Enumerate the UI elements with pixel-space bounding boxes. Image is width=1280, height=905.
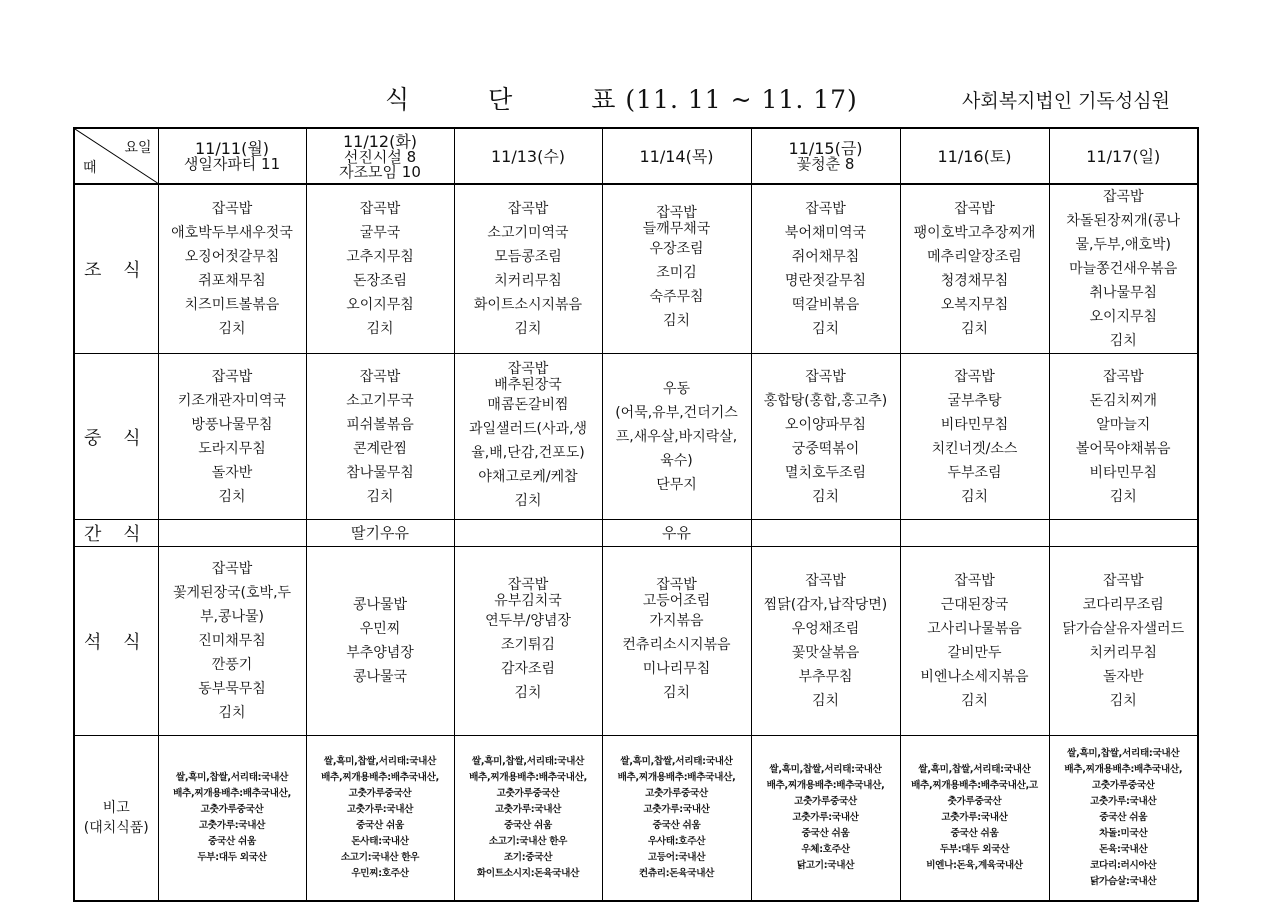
origin-item: 고춧가루:국내산 [346, 803, 414, 815]
lunch-row [74, 354, 1198, 520]
day-date: 11/11(월) [194, 139, 270, 158]
lunch-cell [751, 354, 900, 520]
origin-item: 고춧가루:국내산 [643, 803, 710, 815]
menu-item: 키조개관자미역국 [177, 392, 287, 409]
menu-item: 매콤돈갈비찜 [487, 396, 569, 413]
menu-item: (어묵,유부,건더기스 [615, 404, 738, 421]
menu-item: 잡곡밥 [805, 201, 846, 217]
menu-item: 들깨무채국 [642, 221, 711, 237]
day-header [306, 128, 454, 184]
menu-item: 잡곡밥 [805, 573, 846, 589]
menu-item: 잡곡밥 [656, 577, 697, 593]
day-date: 11/14(목) [639, 146, 714, 166]
origin-item: 닭고기:국내산 [796, 859, 855, 871]
menu-item: 콩나물국 [352, 669, 408, 685]
dinner-row [74, 547, 1198, 736]
origin-item: 춧가루중국산 [947, 795, 1002, 807]
snack-cell [306, 520, 454, 547]
dinner-cell [454, 547, 602, 736]
menu-item: 굴무국 [359, 225, 401, 241]
origin-item: 중국산 쉬움 [950, 827, 999, 839]
menu-item: 잡곡밥 [954, 573, 995, 589]
origin-item: 조기:중국산 [503, 851, 553, 863]
lunch-cell [454, 354, 602, 520]
menu-item: 잡곡밥 [507, 360, 549, 377]
origin-item: 두부:대두 외국산 [939, 843, 1010, 855]
snack-cell [454, 520, 602, 547]
menu-item: 청경채무침 [940, 273, 1009, 289]
origin-item: 배추,찌개용배추:배추국내산, [469, 771, 587, 783]
remarks-cell [306, 736, 454, 901]
menu-item: 잡곡밥 [954, 368, 995, 385]
menu-item: 잡곡밥 [211, 201, 253, 217]
menu-item: 명란젓갈무침 [784, 273, 867, 289]
menu-item: 김치 [811, 488, 840, 505]
origin-item: 코다리:러시아산 [1090, 859, 1157, 871]
menu-item: 닭가슴살유자샐러드 [1062, 621, 1185, 637]
menu-item: 굴부추탕 [947, 392, 1002, 409]
menu-item: 김치 [218, 321, 246, 337]
remarks-cell [900, 736, 1049, 901]
breakfast-cell [454, 184, 602, 354]
day-date: 11/17(일) [1086, 146, 1161, 166]
origin-item: 고춧가루중국산 [794, 795, 857, 807]
origin-item: 고춧가루:국내산 [1090, 795, 1157, 807]
menu-item: 부,콩나물) [199, 609, 264, 625]
menu-item: 단무지 [656, 476, 697, 493]
menu-item: 잡곡밥 [1102, 368, 1144, 385]
menu-item: 육수) [660, 452, 693, 469]
menu-item: 김치 [662, 685, 691, 701]
dinner-cell [900, 547, 1049, 736]
origin-item: 쌀,흑미,찹쌀,서리태:국내산 [323, 755, 437, 767]
menu-item: 피쉬볼볶음 [346, 416, 414, 433]
menu-item: 근대된장국 [940, 597, 1009, 613]
day-note: 생일자파티 11 [183, 155, 281, 173]
origin-item: 고춧가루중국산 [200, 803, 264, 815]
origin-item: 우민찌:호주산 [351, 867, 409, 879]
menu-item: 돈장조림 [352, 273, 408, 289]
snack-row [74, 520, 1198, 547]
menu-item: 잡곡밥 [1102, 573, 1144, 589]
day-date: 11/12(화) [342, 131, 418, 151]
breakfast-cell [158, 184, 306, 354]
breakfast-cell [306, 184, 454, 354]
menu-item: 비타민무침 [940, 416, 1009, 433]
day-header [751, 128, 900, 184]
menu-item: 김치 [811, 693, 840, 709]
remarks-cell [454, 736, 602, 901]
menu-item: 과일샐러드(사과,생 [468, 420, 588, 437]
snack-cell [602, 520, 751, 547]
menu-item: 애호박두부새우젓국 [171, 225, 293, 241]
menu-item: 진미채무침 [198, 633, 266, 649]
menu-item: 잡곡밥 [211, 368, 253, 385]
menu-item: 소고기미역국 [487, 225, 569, 241]
origin-item: 고춧가루중국산 [348, 787, 412, 799]
menu-item: 김치 [366, 321, 394, 337]
origin-item: 소고기:국내산 한우 [340, 851, 420, 863]
menu-item: 돌자반 [1102, 669, 1144, 685]
menu-item: 우민찌 [359, 621, 401, 637]
day-note: 꽃청춘 8 [796, 155, 855, 173]
dinner-cell [158, 547, 306, 736]
origin-item: 닭가슴살:국내산 [1090, 875, 1157, 887]
origin-item: 쌀,흑미,찹쌀,서리태:국내산 [769, 763, 882, 775]
lunch-cell [158, 354, 306, 520]
row-label-lunch: 중 식 [74, 354, 158, 520]
remarks-row [74, 736, 1198, 901]
breakfast-cell [900, 184, 1049, 354]
menu-item: 김치 [960, 693, 989, 709]
menu-item: 가지볶음 [649, 613, 704, 629]
menu-item: 김치 [960, 488, 989, 505]
menu-item: 잡곡밥 [507, 201, 549, 217]
origin-item: 쌀,흑미,찹쌀,서리태:국내산 [918, 763, 1031, 775]
origin-item: 화이트소시지:돈육국내산 [476, 867, 580, 879]
page-title: 식 단 표 (11. 11 ~ 11. 17) [385, 85, 858, 114]
origin-item: 고춧가루중국산 [496, 787, 560, 799]
day-header [158, 128, 306, 184]
menu-item: 잡곡밥 [507, 577, 549, 593]
menu-item: 김치 [662, 313, 691, 329]
menu-item: 쥐포채무침 [198, 273, 266, 289]
remarks-label-line: (대치식품) [83, 819, 149, 836]
menu-item: 배추된장국 [494, 376, 562, 393]
origin-item: 중국산 쉬움 [801, 827, 850, 839]
menu-item: 야채고로케/케찹 [478, 468, 578, 485]
menu-item: 고추지무침 [346, 249, 414, 265]
menu-item: 콘계란찜 [352, 440, 408, 457]
menu-item: 취나물무침 [1089, 285, 1158, 301]
menu-item: 화이트소시지볶음 [473, 297, 583, 313]
menu-item: 김치 [1109, 693, 1137, 709]
remarks-cell [1049, 736, 1198, 901]
origin-item: 쌀,흑미,찹쌀,서리태:국내산 [1067, 747, 1180, 759]
menu-item: 부추양념장 [346, 645, 414, 661]
origin-item: 차돌:미국산 [1099, 827, 1148, 839]
organization-name: 사회복지법인 기독성심원 [962, 90, 1170, 112]
origin-item: 배추,찌개용배추:배추국내산,고 [911, 779, 1038, 791]
menu-item: 멸치호두조림 [784, 464, 867, 481]
menu-item: 돈김치찌개 [1089, 392, 1158, 409]
day-date: 11/13(수) [490, 146, 566, 166]
menu-item: 꽃맛살볶음 [791, 645, 860, 661]
menu-item: 비타민무침 [1089, 464, 1158, 481]
menu-item: 깐풍기 [211, 657, 253, 673]
origin-item: 중국산 쉬움 [356, 819, 404, 831]
menu-item: 미나리무침 [642, 661, 711, 677]
lunch-cell [602, 354, 751, 520]
origin-item: 비엔나:돈육,계육국내산 [926, 859, 1023, 871]
menu-item: 김치 [514, 321, 542, 337]
origin-item: 고춧가루중국산 [645, 787, 708, 799]
origin-item: 쌀,흑미,찹쌀,서리태:국내산 [620, 755, 733, 767]
origin-item: 중국산 쉬움 [1099, 811, 1148, 823]
origin-item: 소고기:국내산 한우 [488, 835, 568, 847]
row-label-breakfast: 조 식 [74, 184, 158, 354]
origin-item: 고춧가루중국산 [1091, 779, 1155, 791]
row-label-dinner: 석 식 [74, 547, 158, 736]
day-header [900, 128, 1049, 184]
day-header [454, 128, 602, 184]
remarks-label-line: 비고 [102, 799, 130, 816]
menu-item: 오이지무침 [346, 297, 414, 313]
menu-item: 김치 [960, 321, 989, 337]
menu-item: 메추리알장조림 [927, 249, 1022, 265]
menu-item: 숙주무침 [649, 289, 704, 305]
origin-item: 돈사태:국내산 [351, 835, 409, 847]
origin-item: 고등어:국내산 [647, 851, 706, 863]
menu-item: 치킨너겟/소스 [931, 440, 1018, 457]
day-date: 11/15(금) [788, 139, 863, 158]
menu-item: 잡곡밥 [1102, 189, 1144, 205]
lunch-cell [900, 354, 1049, 520]
menu-item: 부추무침 [798, 669, 853, 685]
menu-item: 팽이호박고추장찌개 [913, 225, 1036, 241]
row-label-snack: 간 식 [74, 520, 158, 547]
origin-item: 배추,찌개용배추:배추국내산, [617, 771, 736, 783]
menu-item: 김치 [218, 488, 246, 505]
origin-item: 쌀,흑미,찹쌀,서리태:국내산 [175, 771, 289, 783]
snack-cell [751, 520, 900, 547]
row-label-remarks [74, 736, 158, 901]
menu-item: 차돌된장찌개(콩나 [1066, 213, 1181, 229]
menu-item: 잡곡밥 [656, 205, 697, 221]
origin-item: 우체:호주산 [801, 843, 850, 855]
menu-item: 오이양파무침 [784, 416, 867, 433]
menu-item: 김치 [1109, 488, 1137, 505]
origin-item: 중국산 쉬움 [652, 819, 701, 831]
menu-item: 방풍나물무침 [191, 416, 273, 433]
dinner-cell [306, 547, 454, 736]
breakfast-cell [1049, 184, 1198, 354]
lunch-cell [306, 354, 454, 520]
menu-item: 김치 [514, 685, 542, 701]
origin-item: 컨츄리:돈육국내산 [638, 867, 715, 879]
menu-item: 두부조림 [947, 464, 1002, 481]
menu-item: 마늘쫑건새우볶음 [1069, 261, 1178, 277]
origin-item: 쌀,흑미,찹쌀,서리태:국내산 [471, 755, 585, 767]
header-row [74, 128, 1198, 184]
menu-item: 잡곡밥 [359, 201, 401, 217]
menu-item: 김치 [218, 705, 246, 721]
menu-item: 김치 [811, 321, 840, 337]
menu-item: 참나물무침 [346, 464, 414, 481]
breakfast-row [74, 184, 1198, 354]
origin-item: 고춧가루:국내산 [792, 811, 859, 823]
origin-item: 돈육:국내산 [1099, 843, 1148, 855]
menu-item: 연두부/양념장 [485, 613, 571, 629]
menu-item: 갈비만두 [947, 645, 1002, 661]
menu-item: 프,새우살,바지락살, [615, 428, 738, 445]
lunch-cell [1049, 354, 1198, 520]
menu-item: 물,두부,애호박) [1075, 237, 1171, 253]
remarks-cell [602, 736, 751, 901]
menu-item: 볼어묵야채볶음 [1075, 440, 1171, 457]
menu-item: 떡갈비볶음 [791, 297, 860, 313]
origin-item: 배추,찌개용배추:배추국내산, [173, 787, 291, 799]
snack-cell [158, 520, 306, 547]
origin-item: 두부:대두 외국산 [197, 851, 267, 863]
menu-item: 우장조림 [649, 241, 704, 257]
origin-item: 우사태:호주산 [647, 835, 706, 847]
menu-item: 고등어조림 [642, 593, 711, 609]
menu-item: 잡곡밥 [211, 561, 253, 577]
remarks-cell [158, 736, 306, 901]
origin-item: 중국산 쉬움 [504, 819, 552, 831]
menu-item: 소고기무국 [346, 392, 414, 409]
menu-item: 도라지무침 [198, 440, 266, 457]
origin-item: 배추,찌개용배추:배추국내산, [1064, 763, 1183, 775]
menu-item: 우엉채조림 [791, 621, 860, 637]
menu-item: 찜닭(감자,납작당면) [763, 597, 888, 613]
origin-item: 중국산 쉬움 [208, 835, 256, 847]
snack-cell [900, 520, 1049, 547]
menu-item: 고사리나물볶음 [927, 621, 1022, 637]
menu-item: 김치 [514, 492, 542, 509]
menu-item: 우동 [662, 380, 691, 397]
menu-item: 궁중떡볶이 [791, 440, 860, 457]
menu-item: 코다리무조림 [1082, 597, 1164, 613]
dinner-cell [602, 547, 751, 736]
menu-item: 오이지무침 [1089, 309, 1158, 325]
day-header [602, 128, 751, 184]
menu-item: 유부김치국 [494, 593, 562, 609]
snack-cell [1049, 520, 1198, 547]
dinner-cell [1049, 547, 1198, 736]
menu-item: 꽃게된장국(호박,두 [172, 585, 292, 601]
menu-item: 잡곡밥 [954, 201, 995, 217]
day-note: 자조모임 10 [339, 162, 421, 181]
menu-item: 모듬콩조림 [494, 249, 562, 265]
remarks-cell [751, 736, 900, 901]
breakfast-cell [751, 184, 900, 354]
menu-item: 치커리무침 [494, 273, 562, 289]
menu-item: 감자조림 [500, 661, 556, 677]
menu-item: 돌자반 [211, 464, 253, 481]
corner-cell [74, 128, 158, 184]
day-header [1049, 128, 1198, 184]
snack-item: 우유 [662, 524, 691, 542]
corner-day-label: 요일 [124, 140, 152, 156]
menu-item: 북어채미역국 [784, 225, 867, 241]
origin-item: 고춧가루:국내산 [494, 803, 562, 815]
menu-item: 김치 [366, 488, 394, 505]
menu-item: 조기튀김 [500, 637, 556, 653]
dinner-cell [751, 547, 900, 736]
menu-item: 오징어젓갈무침 [184, 249, 280, 265]
menu-item: 율,배,단감,건포도) [471, 444, 585, 461]
menu-table [73, 127, 1199, 902]
menu-item: 동부묵무침 [198, 681, 266, 697]
menu-item: 홍합탕(홍합,홍고추) [763, 392, 888, 409]
menu-item: 알마늘지 [1096, 416, 1151, 433]
menu-item: 비엔나소세지볶음 [920, 669, 1029, 685]
origin-item: 배추,찌개용배추:배추국내산, [321, 771, 439, 783]
day-date: 11/16(토) [937, 146, 1012, 166]
origin-item: 고춧가루:국내산 [198, 819, 266, 831]
menu-item: 조미김 [656, 265, 697, 281]
menu-item: 콩나물밥 [352, 597, 408, 613]
menu-item: 잡곡밥 [805, 368, 846, 385]
menu-item: 치커리무침 [1089, 645, 1158, 661]
corner-meal-label: 때 [83, 160, 97, 176]
menu-item: 쥐어채무침 [791, 249, 860, 265]
menu-item: 컨츄리소시지볶음 [622, 637, 731, 653]
snack-item: 딸기우유 [351, 524, 409, 542]
menu-item: 잡곡밥 [359, 368, 401, 385]
menu-item: 오복지무침 [940, 297, 1009, 313]
breakfast-cell [602, 184, 751, 354]
menu-item: 치즈미트볼볶음 [184, 297, 280, 313]
menu-item: 김치 [1109, 333, 1137, 349]
origin-item: 배추,찌개용배추:배추국내산, [766, 779, 885, 791]
day-note: 선진시설 8 [343, 147, 417, 166]
origin-item: 고춧가루:국내산 [941, 811, 1008, 823]
